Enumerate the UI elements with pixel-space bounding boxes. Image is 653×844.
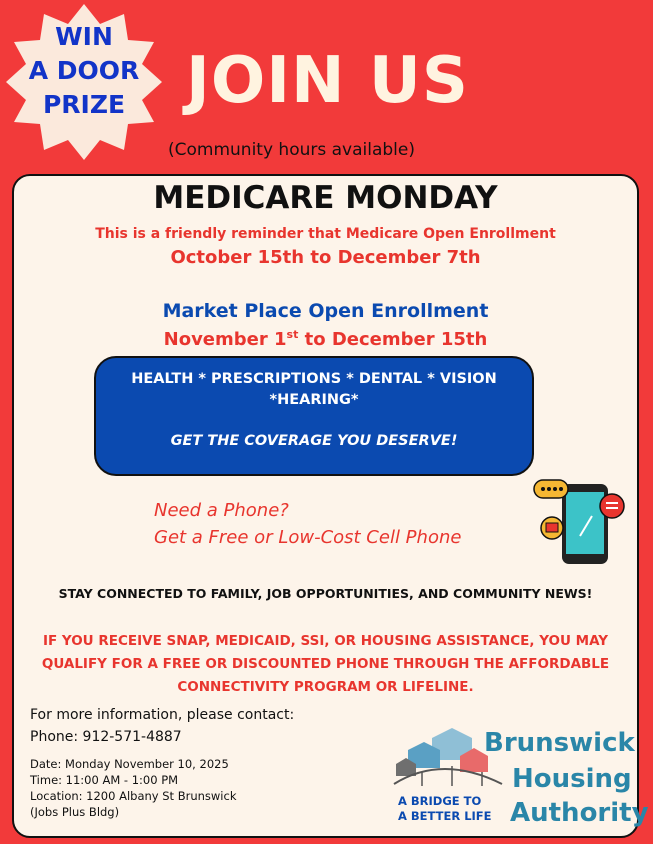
info-card: [12, 174, 649, 838]
logo-word-authority: Authority: [510, 798, 649, 828]
coverage-line-1: HEALTH * PRESCRIPTIONS * DENTAL * VISION: [131, 371, 497, 387]
coverage-box: [94, 356, 534, 476]
coverage-tagline: GET THE COVERAGE YOU DESERVE!: [170, 433, 458, 449]
reminder-text: This is a friendly reminder that Medicare Open Enrollment: [95, 226, 556, 242]
contact-label: For more information, please contact:: [30, 707, 295, 723]
prize-badge-text: WIN A DOOR PRIZE: [28, 22, 140, 119]
cell-phone-icon: [532, 478, 632, 570]
event-time: Time: 11:00 AM - 1:00 PM: [30, 773, 179, 787]
logo-tagline: A BRIDGE TO A BETTER LIFE: [398, 794, 492, 823]
event-date: Date: Monday November 10, 2025: [30, 757, 229, 771]
card-title: MEDICARE MONDAY: [153, 180, 498, 216]
marketplace-dates: November 1st to December 15th: [163, 328, 488, 350]
stay-connected-text: STAY CONNECTED TO FAMILY, JOB OPPORTUNITIES, AND COMMUNITY NEWS!: [58, 586, 593, 601]
event-details: [30, 756, 236, 820]
event-location: Location: 1200 Albany St Brunswick: [30, 789, 237, 803]
phone-question: Need a Phone?: [154, 500, 289, 521]
page-subtitle: (Community hours available): [168, 140, 415, 160]
coverage-line-2: *HEARING*: [269, 392, 359, 408]
contact-phone: Phone: 912-571-4887: [30, 729, 182, 745]
marketplace-title: Market Place Open Enrollment: [162, 300, 489, 322]
medicare-dates: October 15th to December 7th: [170, 247, 481, 268]
logo-word-housing: Housing: [512, 764, 632, 794]
logo-word-brunswick: Brunswick: [484, 728, 635, 758]
qualify-text: IF YOU RECEIVE SNAP, MEDICAID, SSI, OR HOUSING ASSISTANCE, YOU MAY QUALIFY FOR A FREE OR DISCOUNTED PHONE THROUGH THE AFFORDABLE CONNECTIVITY PROGRAM OR LIFELINE.: [41, 633, 610, 695]
event-location-note: (Jobs Plus Bldg): [30, 805, 120, 819]
phone-offer: Get a Free or Low-Cost Cell Phone: [154, 527, 462, 548]
page-title: JOIN US: [186, 44, 469, 118]
